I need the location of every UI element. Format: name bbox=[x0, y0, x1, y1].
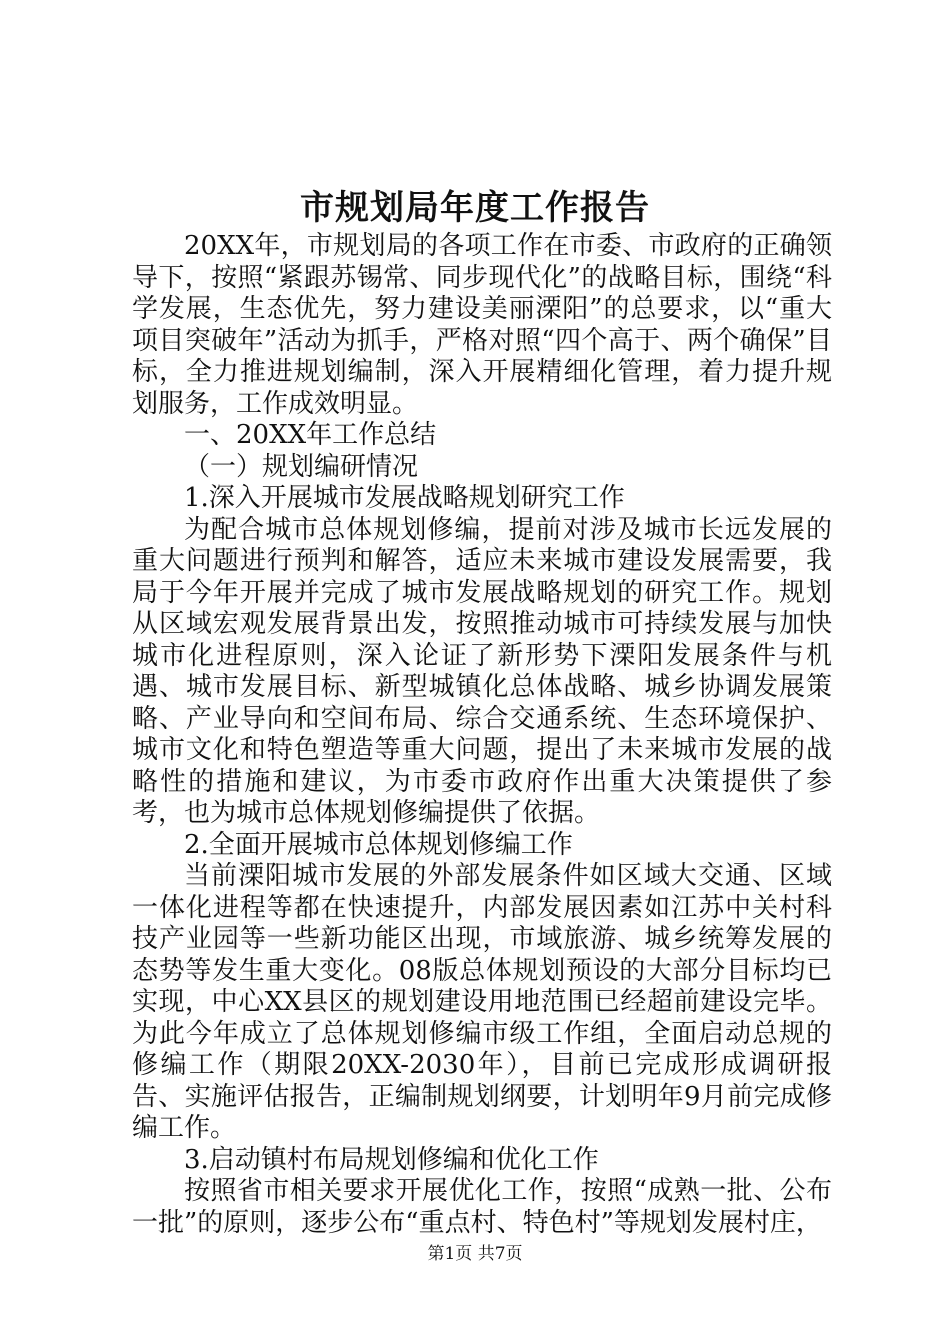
item-paragraph-3: 按照省市相关要求开展优化工作，按照“成熟一批、公布一批”的原则，逐步公布“重点村、特色村”等规划发展村庄， bbox=[132, 1176, 832, 1238]
item-paragraph-1: 为配合城市总体规划修编，提前对涉及城市长远发展的重大问题进行预判和解答，适应未来城市建设发展需要，我局于今年开展并完成了城市发展战略规划的研究工作。规划从区域宏观发展背景出发，按照推动城市可持续发展与加快城市化进程原则，深入论证了新形势下溧阳发展条件与机遇、城市发展目标、新型城镇化总体战略、城乡协调发展策略、产业导向和空间布局、综合交通系统、生态环境保护、城市文化和特色塑造等重大问题，提出了未来城市发展的战略性的措施和建议，为市委市政府作出重大决策提供了参考，也为城市总体规划修编提供了依据。 bbox=[132, 514, 832, 828]
document-title: 市规划局年度工作报告 bbox=[300, 188, 650, 228]
section-heading: 一、20XX年工作总结 bbox=[184, 420, 437, 450]
page-number-footer: 第1页 共7页 bbox=[427, 1244, 523, 1264]
item-paragraph-2: 当前溧阳城市发展的外部发展条件如区域大交通、区域一体化进程等都在快速提升，内部发展因素如江苏中关村科技产业园等一些新功能区出现，市域旅游、城乡统筹发展的态势等发生重大变化。08版总体规划预设的大部分目标均已实现，中心XX县区的规划建设用地范围已经超前建设完毕。为此今年成立了总体规划修编市级工作组，全面启动总规的修编工作（期限20XX-2030年），目前已完成形成调研报告、实施评估报告，正编制规划纲要，计划明年9月前完成修编工作。 bbox=[132, 861, 832, 1143]
document-body bbox=[132, 231, 832, 1239]
subsection-heading: （一）规划编研情况 bbox=[184, 451, 419, 482]
item-heading-2: 2.全面开展城市总体规划修编工作 bbox=[184, 829, 573, 860]
intro-paragraph: 20XX年，市规划局的各项工作在市委、市政府的正确领导下，按照“紧跟苏锡常、同步现代化”的战略目标，围绕“科学发展，生态优先，努力建设美丽溧阳”的总要求，以“重大项目突破年”活动为抓手，严格对照“四个高于、两个确保”目标，全力推进规划编制，深入开展精细化管理，着力提升规划服务，工作成效明显。 bbox=[132, 231, 832, 419]
item-heading-1: 1.深入开展城市发展战略规划研究工作 bbox=[184, 483, 625, 513]
item-heading-3: 3.启动镇村布局规划修编和优化工作 bbox=[184, 1144, 599, 1175]
